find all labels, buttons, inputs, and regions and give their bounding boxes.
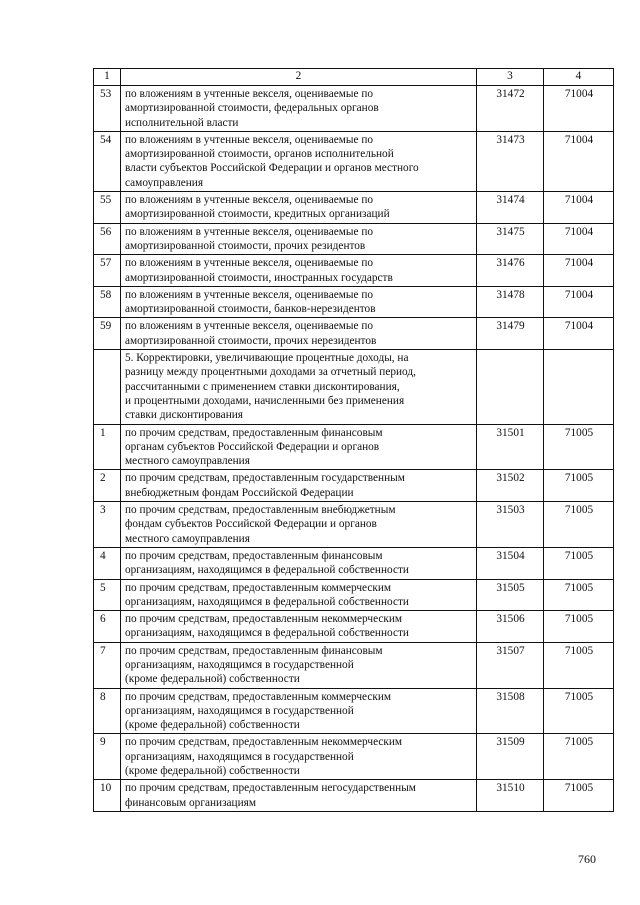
header-col-2: 2 xyxy=(121,69,477,86)
row-description: по прочим средствам, предоставленным некоммерческим организациям, находящимся в государственной (кроме федеральной) собственности xyxy=(121,734,477,780)
row-description: по прочим средствам, предоставленным финансовым организациям, находящимся в государственной (кроме федеральной) собственности xyxy=(121,642,477,688)
row-account-number: 31501 xyxy=(477,424,544,470)
row-account-number: 31478 xyxy=(477,286,544,318)
row-account-number: 31474 xyxy=(477,192,544,224)
row-symbol-code: 71005 xyxy=(544,611,614,643)
header-col-4: 4 xyxy=(544,69,614,86)
row-account-number: 31476 xyxy=(477,255,544,287)
row-description: по вложениям в учтенные векселя, оцениваемые по амортизированной стоимости, кредитных организаций xyxy=(121,192,477,224)
row-description: по вложениям в учтенные векселя, оцениваемые по амортизированной стоимости, прочих резидентов xyxy=(121,223,477,255)
row-description: по прочим средствам, предоставленным государственным внебюджетным фондам Российской Федерации xyxy=(121,470,477,502)
table-row xyxy=(94,192,614,224)
row-number: 55 xyxy=(94,192,121,224)
row-description: по прочим средствам, предоставленным внебюджетным фондам субъектов Российской Федерации и органов местного самоуправления xyxy=(121,502,477,548)
row-number xyxy=(94,350,121,424)
row-account-number: 31479 xyxy=(477,318,544,350)
row-symbol-code xyxy=(544,350,614,424)
table-row xyxy=(94,131,614,191)
row-symbol-code: 71005 xyxy=(544,502,614,548)
row-number: 3 xyxy=(94,502,121,548)
row-account-number: 31510 xyxy=(477,780,544,812)
table-row xyxy=(94,547,614,579)
row-account-number: 31472 xyxy=(477,86,544,132)
table-row xyxy=(94,780,614,812)
row-symbol-code: 71004 xyxy=(544,223,614,255)
row-description: по вложениям в учтенные векселя, оцениваемые по амортизированной стоимости, банков-нерезидентов xyxy=(121,286,477,318)
row-number: 1 xyxy=(94,424,121,470)
page-number: 760 xyxy=(578,852,596,866)
table-row xyxy=(94,223,614,255)
row-account-number: 31503 xyxy=(477,502,544,548)
row-symbol-code: 71004 xyxy=(544,318,614,350)
table-row xyxy=(94,470,614,502)
table-row xyxy=(94,642,614,688)
row-description: по прочим средствам, предоставленным некоммерческим организациям, находящимся в федеральной собственности xyxy=(121,611,477,643)
row-account-number: 31475 xyxy=(477,223,544,255)
header-col-1: 1 xyxy=(94,69,121,86)
table-row xyxy=(94,350,614,424)
row-symbol-code: 71005 xyxy=(544,780,614,812)
row-symbol-code: 71004 xyxy=(544,131,614,191)
row-account-number: 31473 xyxy=(477,131,544,191)
row-number: 10 xyxy=(94,780,121,812)
row-symbol-code: 71005 xyxy=(544,688,614,734)
row-number: 7 xyxy=(94,642,121,688)
table-row xyxy=(94,255,614,287)
row-number: 54 xyxy=(94,131,121,191)
row-description: по прочим средствам, предоставленным финансовым организациям, находящимся в федеральной собственности xyxy=(121,547,477,579)
table-row xyxy=(94,502,614,548)
row-description: по вложениям в учтенные векселя, оцениваемые по амортизированной стоимости, прочих нерезидентов xyxy=(121,318,477,350)
row-number: 57 xyxy=(94,255,121,287)
row-symbol-code: 71005 xyxy=(544,424,614,470)
row-description: по вложениям в учтенные векселя, оцениваемые по амортизированной стоимости, федеральных органов исполнительной власти xyxy=(121,86,477,132)
row-account-number: 31506 xyxy=(477,611,544,643)
row-account-number: 31509 xyxy=(477,734,544,780)
row-description: по прочим средствам, предоставленным коммерческим организациям, находящимся в федеральной собственности xyxy=(121,579,477,611)
row-number: 8 xyxy=(94,688,121,734)
row-number: 9 xyxy=(94,734,121,780)
row-account-number xyxy=(477,350,544,424)
row-account-number: 31502 xyxy=(477,470,544,502)
table-row xyxy=(94,424,614,470)
row-symbol-code: 71005 xyxy=(544,579,614,611)
header-col-3: 3 xyxy=(477,69,544,86)
row-account-number: 31508 xyxy=(477,688,544,734)
row-number: 4 xyxy=(94,547,121,579)
row-symbol-code: 71004 xyxy=(544,86,614,132)
row-number: 58 xyxy=(94,286,121,318)
row-symbol-code: 71005 xyxy=(544,734,614,780)
row-symbol-code: 71004 xyxy=(544,286,614,318)
row-symbol-code: 71004 xyxy=(544,192,614,224)
table-row xyxy=(94,318,614,350)
row-number: 53 xyxy=(94,86,121,132)
row-number: 59 xyxy=(94,318,121,350)
table-body xyxy=(94,69,614,812)
accounts-table xyxy=(93,68,614,812)
row-description: по прочим средствам, предоставленным негосударственным финансовым организациям xyxy=(121,780,477,812)
row-description: по прочим средствам, предоставленным финансовым органам субъектов Российской Федерации и органов местного самоуправления xyxy=(121,424,477,470)
table-row xyxy=(94,734,614,780)
row-symbol-code: 71005 xyxy=(544,547,614,579)
row-symbol-code: 71005 xyxy=(544,470,614,502)
row-account-number: 31505 xyxy=(477,579,544,611)
table-header-row xyxy=(94,69,614,86)
row-number: 56 xyxy=(94,223,121,255)
table-row xyxy=(94,688,614,734)
table-row xyxy=(94,611,614,643)
row-description: по вложениям в учтенные векселя, оцениваемые по амортизированной стоимости, органов исполнительной власти субъектов Российской Федерации и органов местного самоуправления xyxy=(121,131,477,191)
row-account-number: 31507 xyxy=(477,642,544,688)
table-row xyxy=(94,286,614,318)
row-description: по вложениям в учтенные векселя, оцениваемые по амортизированной стоимости, иностранных государств xyxy=(121,255,477,287)
row-number: 5 xyxy=(94,579,121,611)
table-row xyxy=(94,579,614,611)
row-description: по прочим средствам, предоставленным коммерческим организациям, находящимся в государственной (кроме федеральной) собственности xyxy=(121,688,477,734)
row-symbol-code: 71005 xyxy=(544,642,614,688)
row-number: 2 xyxy=(94,470,121,502)
row-symbol-code: 71004 xyxy=(544,255,614,287)
row-number: 6 xyxy=(94,611,121,643)
table-row xyxy=(94,86,614,132)
row-account-number: 31504 xyxy=(477,547,544,579)
row-description: 5. Корректировки, увеличивающие процентные доходы, на разницу между процентными доходами за отчетный период, рассчитанными с применением ставки дисконтирования, и процентными доходами, начисленными без применения ставки дисконтирования xyxy=(121,350,477,424)
